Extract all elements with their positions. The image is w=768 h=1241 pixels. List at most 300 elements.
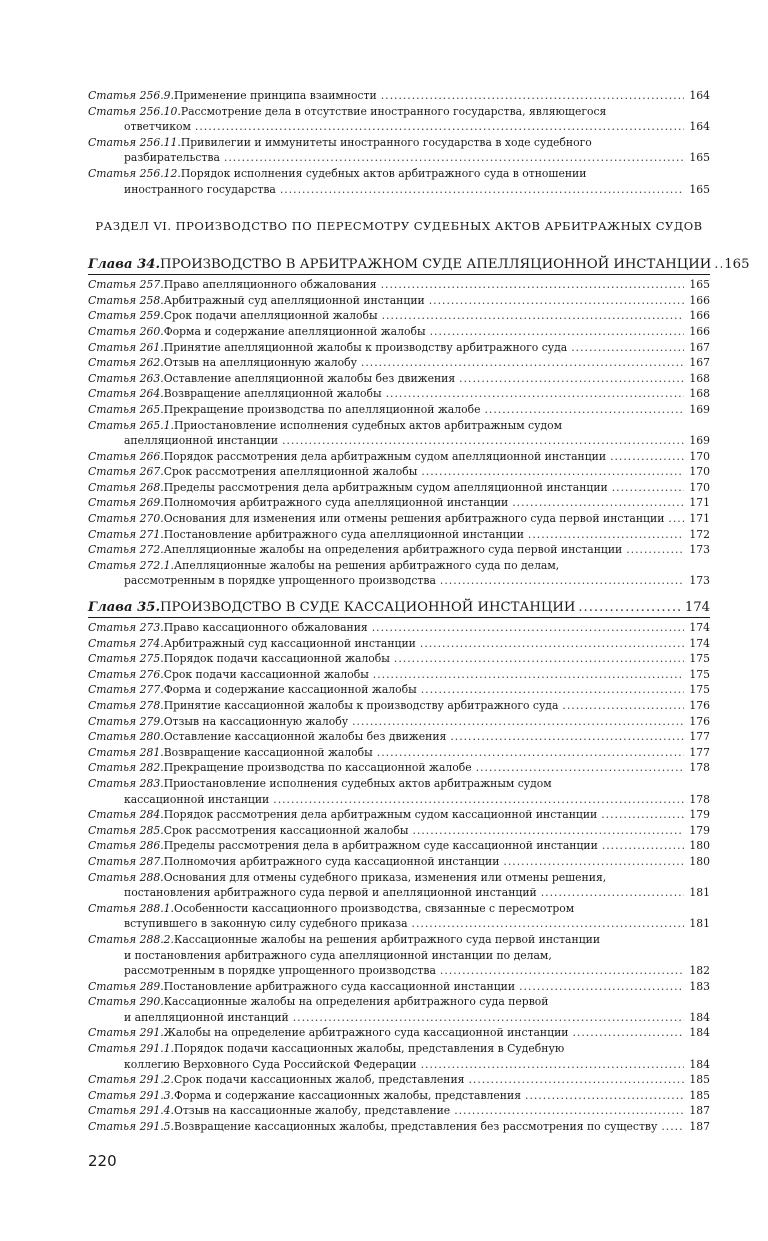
- article-label: Статья 259.: [88, 309, 164, 323]
- toc-entry-line: [88, 402, 710, 418]
- article-label: Статья 266.: [88, 449, 164, 463]
- article-label: Статья 267.: [88, 465, 164, 479]
- article-title: Прекращение производства по кассационной жалобе: [163, 761, 472, 775]
- entry-page-number: 170: [689, 449, 710, 463]
- article-title: и апелляционной инстанций: [124, 1010, 289, 1024]
- toc-entry: [88, 745, 710, 761]
- toc-entry-line: [88, 682, 710, 698]
- entry-page-number: 185: [689, 1088, 710, 1102]
- dot-leader: [454, 1103, 684, 1119]
- entry-page-number: 184: [689, 1010, 710, 1024]
- toc-entry: [88, 620, 710, 636]
- toc-entry-line: [88, 355, 710, 371]
- dot-leader: [282, 433, 684, 449]
- article-title: постановления арбитражного суда первой и апелляционной инстанций: [124, 886, 537, 900]
- toc-entry-line: [88, 932, 710, 948]
- article-title: вступившего в законную силу судебного приказа: [124, 917, 408, 931]
- dot-leader: [195, 119, 684, 135]
- article-title: Порядок исполнения судебных актов арбитражного суда в отношении: [180, 166, 587, 180]
- toc-entry-line: [88, 807, 710, 823]
- toc-entry-line: [88, 745, 710, 761]
- article-title: Арбитражный суд апелляционной инстанции: [163, 293, 425, 307]
- article-title: Возвращение кассационной жалобы: [163, 745, 373, 759]
- toc-entry-line: [88, 776, 710, 792]
- toc-entry: [88, 1103, 710, 1119]
- chapter-label: Глава 34.: [88, 257, 161, 273]
- article-label: Статья 286.: [88, 839, 164, 853]
- article-label: Статья 276.: [88, 667, 164, 681]
- article-label: Статья 279.: [88, 714, 164, 728]
- dot-leader: [661, 1119, 684, 1135]
- toc-entry-line: [88, 449, 710, 465]
- article-title: Оставление апелляционной жалобы без движения: [163, 371, 456, 385]
- article-title: иностранного государства: [124, 182, 276, 196]
- toc-entry-line: [88, 714, 710, 730]
- toc-entry-line: [88, 916, 710, 932]
- toc-entry: [88, 854, 710, 870]
- toc-entry-line: [88, 558, 710, 574]
- dot-leader: [429, 293, 684, 309]
- toc-entry: [88, 293, 710, 309]
- entry-page-number: 171: [689, 496, 710, 510]
- article-label: Статья 258.: [88, 293, 164, 307]
- article-title: Постановление арбитражного суда кассационной инстанции: [163, 979, 516, 993]
- toc-entry-line: [88, 1103, 710, 1119]
- entry-page-number: 165: [689, 278, 710, 292]
- article-title: Принятие апелляционной жалобы к производству арбитражного суда: [163, 340, 568, 354]
- dot-leader: [381, 277, 684, 293]
- toc-entry-line: [88, 792, 710, 808]
- toc-entry: [88, 698, 710, 714]
- article-title: ответчиком: [124, 120, 191, 134]
- article-label: Статья 271.: [88, 527, 164, 541]
- toc-entry: [88, 495, 710, 511]
- dot-leader: [420, 636, 684, 652]
- toc-entry-line: [88, 371, 710, 387]
- entry-page-number: 183: [689, 979, 710, 993]
- article-title: коллегию Верховного Суда Российской Федерации: [124, 1057, 417, 1071]
- chapter-heading: [88, 599, 710, 618]
- dot-leader: [421, 682, 684, 698]
- article-title: Арбитражный суд кассационной инстанции: [163, 636, 416, 650]
- toc-entry-line: [88, 324, 710, 340]
- toc-entry-line: [88, 1057, 710, 1073]
- dot-leader: [372, 620, 684, 636]
- entry-page-number: 187: [689, 1104, 710, 1118]
- article-title: Основания для отмены судебного приказа, изменения или отмены решения,: [163, 870, 607, 884]
- toc-entry-line: [88, 433, 710, 449]
- toc-entry: [88, 371, 710, 387]
- toc-entry: [88, 682, 710, 698]
- entry-page-number: 167: [689, 356, 710, 370]
- table-of-contents: [88, 88, 750, 1135]
- article-title: Срок подачи кассационной жалобы: [163, 667, 369, 681]
- article-title: Полномочия арбитражного суда кассационной инстанции: [163, 854, 500, 868]
- dot-leader: [361, 355, 684, 371]
- toc-entry: [88, 1088, 710, 1104]
- toc-entry: [88, 901, 710, 932]
- article-label: Статья 274.: [88, 636, 164, 650]
- toc-entry-line: [88, 729, 710, 745]
- article-label: Статья 264.: [88, 387, 164, 401]
- dot-leader: [519, 979, 684, 995]
- entry-page-number: 175: [689, 652, 710, 666]
- article-label: Статья 291.4.: [88, 1104, 174, 1118]
- dot-leader: [440, 573, 684, 589]
- article-title: Кассационные жалобы на определения арбитражного суда первой: [163, 995, 549, 1009]
- entry-page-number: 176: [689, 714, 710, 728]
- toc-entry-line: [88, 698, 710, 714]
- article-label: Статья 265.1.: [88, 418, 174, 432]
- article-label: Статья 291.5.: [88, 1120, 174, 1134]
- toc-entry: [88, 277, 710, 293]
- chapter-entries: [88, 277, 710, 589]
- article-label: Статья 290.: [88, 995, 164, 1009]
- article-title: Форма и содержание апелляционной жалобы: [163, 324, 426, 338]
- chapter-page-number: 174: [684, 600, 710, 616]
- toc-entry: [88, 402, 710, 418]
- dot-leader: [352, 714, 684, 730]
- entry-page-number: 180: [689, 839, 710, 853]
- chapter-heading-line: [88, 599, 710, 618]
- toc-entry: [88, 527, 710, 543]
- article-label: Статья 280.: [88, 730, 164, 744]
- entry-page-number: 173: [689, 543, 710, 557]
- article-title: Принятие кассационной жалобы к производству арбитражного суда: [163, 699, 559, 712]
- article-label: Статья 285.: [88, 823, 164, 837]
- article-label: Статья 262.: [88, 356, 164, 370]
- article-title: кассационной инстанции: [124, 792, 270, 806]
- toc-entry: [88, 104, 710, 135]
- toc-entry-line: [88, 166, 710, 182]
- toc-entry-line: [88, 135, 710, 151]
- dot-leader: [421, 1057, 684, 1073]
- chapter-entries: [88, 620, 710, 1135]
- article-title: Пределы рассмотрения дела арбитражным судом апелляционной инстанции: [163, 480, 608, 494]
- toc-entry: [88, 166, 710, 197]
- article-title: Срок рассмотрения апелляционной жалобы: [163, 465, 418, 479]
- toc-entry: [88, 355, 710, 371]
- article-label: Статья 278.: [88, 699, 164, 712]
- article-title: Возвращение кассационных жалобы, представления без рассмотрения по существу: [173, 1120, 658, 1134]
- entry-page-number: 173: [689, 574, 710, 588]
- article-title: Отзыв на кассационные жалобу, представление: [173, 1104, 451, 1118]
- toc-entry-line: [88, 495, 710, 511]
- entry-page-number: 185: [689, 1073, 710, 1087]
- article-title: Применение принципа взаимности: [173, 89, 377, 102]
- article-label: Статья 288.2.: [88, 932, 174, 946]
- article-title: Порядок подачи кассационных жалобы, представления в Судебную: [173, 1042, 565, 1056]
- entry-page-number: 166: [689, 309, 710, 323]
- dot-leader: [571, 340, 684, 356]
- toc-entry-line: [88, 293, 710, 309]
- article-title: апелляционной инстанции: [124, 434, 279, 448]
- article-label: Статья 256.10.: [88, 104, 181, 118]
- toc-entry: [88, 714, 710, 730]
- entry-page-number: 169: [689, 402, 710, 416]
- article-label: Статья 270.: [88, 512, 164, 526]
- entry-page-number: 176: [689, 699, 710, 712]
- article-label: Статья 269.: [88, 496, 164, 510]
- toc-entry-line: [88, 823, 710, 839]
- dot-leader: [612, 480, 684, 496]
- toc-entry: [88, 449, 710, 465]
- entry-page-number: 166: [689, 324, 710, 338]
- entry-page-number: 187: [689, 1120, 710, 1134]
- toc-entry: [88, 135, 710, 166]
- section-heading: РАЗДЕЛ VI. ПРОИЗВОДСТВО ПО ПЕРЕСМОТРУ СУДЕБНЫХ АКТОВ АРБИТРАЖНЫХ СУДОВ: [95, 219, 703, 234]
- dot-leader: [602, 838, 684, 854]
- dot-leader: [224, 150, 684, 166]
- chapter-title: ПРОИЗВОДСТВО В АРБИТРАЖНОМ СУДЕ АПЕЛЛЯЦИОННОЙ ИНСТАНЦИИ: [160, 257, 712, 273]
- article-label: Статья 284.: [88, 808, 164, 822]
- entry-page-number: 170: [689, 480, 710, 494]
- toc-entry-line: [88, 573, 710, 589]
- chapter-block: [88, 599, 710, 1135]
- dot-leader: [668, 511, 684, 527]
- toc-entry-line: [88, 1088, 710, 1104]
- article-label: Статья 289.: [88, 979, 164, 993]
- article-label: Статья 291.1.: [88, 1042, 174, 1056]
- dot-leader: [572, 1025, 684, 1041]
- article-title: Полномочия арбитражного суда апелляционной инстанции: [163, 496, 509, 510]
- article-title: Отзыв на апелляционную жалобу: [163, 356, 357, 370]
- article-title: Оставление кассационной жалобы без движения: [163, 730, 447, 744]
- toc-entry-line: [88, 760, 710, 776]
- toc-entry-line: [88, 838, 710, 854]
- article-label: Статья 256.12.: [88, 166, 181, 180]
- article-title: Порядок подачи кассационной жалобы: [163, 652, 390, 666]
- article-title: Постановление арбитражного суда апелляционной инстанции: [163, 527, 524, 541]
- toc-entry-line: [88, 1119, 710, 1135]
- toc-entry: [88, 386, 710, 402]
- dot-leader: [280, 182, 684, 198]
- article-label: Статья 260.: [88, 324, 164, 338]
- entry-page-number: 169: [689, 434, 710, 448]
- toc-entry-line: [88, 901, 710, 917]
- article-title: Форма и содержание кассационных жалобы, представления: [173, 1088, 522, 1102]
- dot-leader: [381, 88, 684, 104]
- toc-entry: [88, 979, 710, 995]
- dot-leader: [394, 651, 684, 667]
- article-label: Статья 273.: [88, 621, 164, 635]
- article-title: Особенности кассационного производства, связанные с пересмотром: [173, 901, 575, 915]
- toc-entry: [88, 651, 710, 667]
- entry-page-number: 175: [689, 667, 710, 681]
- dot-leader: [459, 371, 684, 387]
- toc-entry: [88, 729, 710, 745]
- chapter-label: Глава 35.: [88, 600, 161, 616]
- toc-entry-line: [88, 1072, 710, 1088]
- toc-entry-line: [88, 104, 710, 120]
- toc-entry-line: [88, 854, 710, 870]
- toc-entry: [88, 308, 710, 324]
- article-title: рассмотренным в порядке упрощенного производства: [124, 574, 436, 588]
- article-title: Право апелляционного обжалования: [163, 278, 377, 292]
- toc-entry-line: [88, 88, 710, 104]
- dot-leader: [421, 464, 684, 480]
- article-title: Апелляционные жалобы на определения арбитражного суда первой инстанции: [163, 543, 623, 557]
- toc-entry-line: [88, 994, 710, 1010]
- entry-page-number: 184: [689, 1026, 710, 1040]
- dot-leader: [450, 729, 684, 745]
- dot-leader: [541, 885, 684, 901]
- entry-page-number: 179: [689, 808, 710, 822]
- article-label: Статья 257.: [88, 278, 164, 292]
- toc-entry-line: [88, 150, 710, 166]
- entry-page-number: 184: [689, 1057, 710, 1071]
- entry-page-number: 182: [689, 964, 710, 978]
- article-title: Привилегии и иммунитеты иностранного государства в ходе судебного: [180, 135, 592, 149]
- toc-entry: [88, 667, 710, 683]
- page-number: 220: [88, 1152, 117, 1170]
- article-label: Статья 268.: [88, 480, 164, 494]
- dot-leader: [382, 308, 684, 324]
- article-title: рассмотренным в порядке упрощенного производства: [124, 964, 436, 978]
- toc-entry-line: [88, 119, 710, 135]
- toc-entry-line: [88, 480, 710, 496]
- entry-page-number: 175: [689, 683, 710, 697]
- toc-entry: [88, 480, 710, 496]
- article-title: разбирательства: [124, 151, 220, 165]
- article-label: Статья 282.: [88, 761, 164, 775]
- article-label: Статья 288.1.: [88, 901, 174, 915]
- entry-page-number: 177: [689, 745, 710, 759]
- toc-entry-line: [88, 386, 710, 402]
- dot-leader: [503, 854, 684, 870]
- entry-page-number: 174: [689, 621, 710, 635]
- article-title: Жалобы на определение арбитражного суда кассационной инстанции: [163, 1026, 569, 1040]
- toc-entry: [88, 932, 710, 979]
- article-label: Статья 263.: [88, 371, 164, 385]
- toc-entry: [88, 1072, 710, 1088]
- toc-entry-line: [88, 308, 710, 324]
- toc-entry-line: [88, 979, 710, 995]
- article-label: Статья 265.: [88, 402, 164, 416]
- entry-page-number: 168: [689, 371, 710, 385]
- entry-page-number: 168: [689, 387, 710, 401]
- dot-leader: [626, 542, 684, 558]
- toc-entry-line: [88, 885, 710, 901]
- article-title: Приостановление исполнения судебных актов арбитражным судом: [163, 776, 552, 790]
- dot-leader: [413, 823, 685, 839]
- toc-entry-line: [88, 277, 710, 293]
- article-title: Рассмотрение дела в отсутствие иностранного государства, являющегося: [180, 104, 607, 118]
- toc-entry: [88, 1025, 710, 1041]
- toc-entry-line: [88, 948, 710, 964]
- dot-leader: [512, 495, 684, 511]
- entry-page-number: 167: [689, 340, 710, 354]
- toc-entry-line: [88, 651, 710, 667]
- toc-entry: [88, 340, 710, 356]
- article-title: Пределы рассмотрения дела в арбитражном суде кассационной инстанции: [163, 839, 598, 853]
- article-label: Статья 272.: [88, 543, 164, 557]
- toc-entry-line: [88, 527, 710, 543]
- article-title: Право кассационного обжалования: [163, 621, 368, 635]
- dot-leader: [476, 760, 684, 776]
- entry-page-number: 166: [689, 293, 710, 307]
- article-label: Статья 275.: [88, 652, 164, 666]
- toc-entry-line: [88, 418, 710, 434]
- article-title: Апелляционные жалобы на решения арбитражного суда по делам,: [173, 558, 560, 572]
- toc-entry: [88, 776, 710, 807]
- dot-leader: [412, 916, 684, 932]
- toc-entry-line: [88, 667, 710, 683]
- toc-entry: [88, 1041, 710, 1072]
- entry-page-number: 174: [689, 636, 710, 650]
- dot-leader: [714, 256, 722, 274]
- toc-entry-line: [88, 636, 710, 652]
- article-label: Статья 283.: [88, 776, 164, 790]
- article-label: Статья 287.: [88, 854, 164, 868]
- dot-leader: [430, 324, 684, 340]
- toc-entry: [88, 994, 710, 1025]
- article-label: Статья 291.: [88, 1026, 164, 1040]
- toc-entry-line: [88, 511, 710, 527]
- article-label: Статья 256.11.: [88, 135, 181, 149]
- entry-page-number: 164: [689, 120, 710, 134]
- toc-entry-line: [88, 870, 710, 886]
- toc-entry-line: [88, 182, 710, 198]
- article-title: Срок рассмотрения кассационной жалобы: [163, 823, 409, 837]
- article-label: Статья 256.9.: [88, 89, 174, 102]
- toc-entry: [88, 542, 710, 558]
- toc-entry: [88, 807, 710, 823]
- article-title: Срок подачи кассационных жалоб, представления: [173, 1073, 465, 1087]
- chapter-heading-line: [88, 256, 750, 275]
- toc-entry: [88, 558, 710, 589]
- entry-page-number: 179: [689, 823, 710, 837]
- article-title: Порядок рассмотрения дела арбитражным судом кассационной инстанции: [163, 808, 598, 822]
- toc-entry: [88, 760, 710, 776]
- toc-entry-line: [88, 542, 710, 558]
- entry-page-number: 172: [689, 527, 710, 541]
- dot-leader: [601, 807, 684, 823]
- pre-section-entries: [88, 88, 710, 197]
- toc-entry: [88, 324, 710, 340]
- dot-leader: [528, 527, 684, 543]
- article-title: и постановления арбитражного суда апелляционной инстанции по делам,: [124, 948, 552, 962]
- dot-leader: [468, 1072, 684, 1088]
- chapter-title: ПРОИЗВОДСТВО В СУДЕ КАССАЦИОННОЙ ИНСТАНЦИИ: [160, 600, 576, 616]
- entry-page-number: 171: [689, 512, 710, 526]
- entry-page-number: 165: [689, 151, 710, 165]
- toc-entry: [88, 870, 710, 901]
- dot-leader: [578, 599, 682, 617]
- chapter-block: [88, 256, 750, 589]
- toc-entry: [88, 511, 710, 527]
- article-title: Прекращение производства по апелляционной жалобе: [163, 402, 481, 416]
- dot-leader: [562, 698, 684, 714]
- dot-leader: [273, 792, 684, 808]
- article-title: Отзыв на кассационную жалобу: [163, 714, 349, 728]
- article-label: Статья 291.3.: [88, 1088, 174, 1102]
- toc-entry-line: [88, 620, 710, 636]
- article-title: Форма и содержание кассационной жалобы: [163, 683, 417, 697]
- entry-page-number: 170: [689, 465, 710, 479]
- dot-leader: [377, 745, 684, 761]
- entry-page-number: 181: [689, 917, 710, 931]
- toc-entry: [88, 1119, 710, 1135]
- toc-entry-line: [88, 1025, 710, 1041]
- dot-leader: [293, 1010, 684, 1026]
- dot-leader: [440, 963, 684, 979]
- article-label: Статья 261.: [88, 340, 164, 354]
- toc-entry-line: [88, 963, 710, 979]
- toc-entry: [88, 88, 710, 104]
- article-title: Кассационные жалобы на решения арбитражного суда первой инстанции: [173, 932, 601, 946]
- dot-leader: [610, 449, 684, 465]
